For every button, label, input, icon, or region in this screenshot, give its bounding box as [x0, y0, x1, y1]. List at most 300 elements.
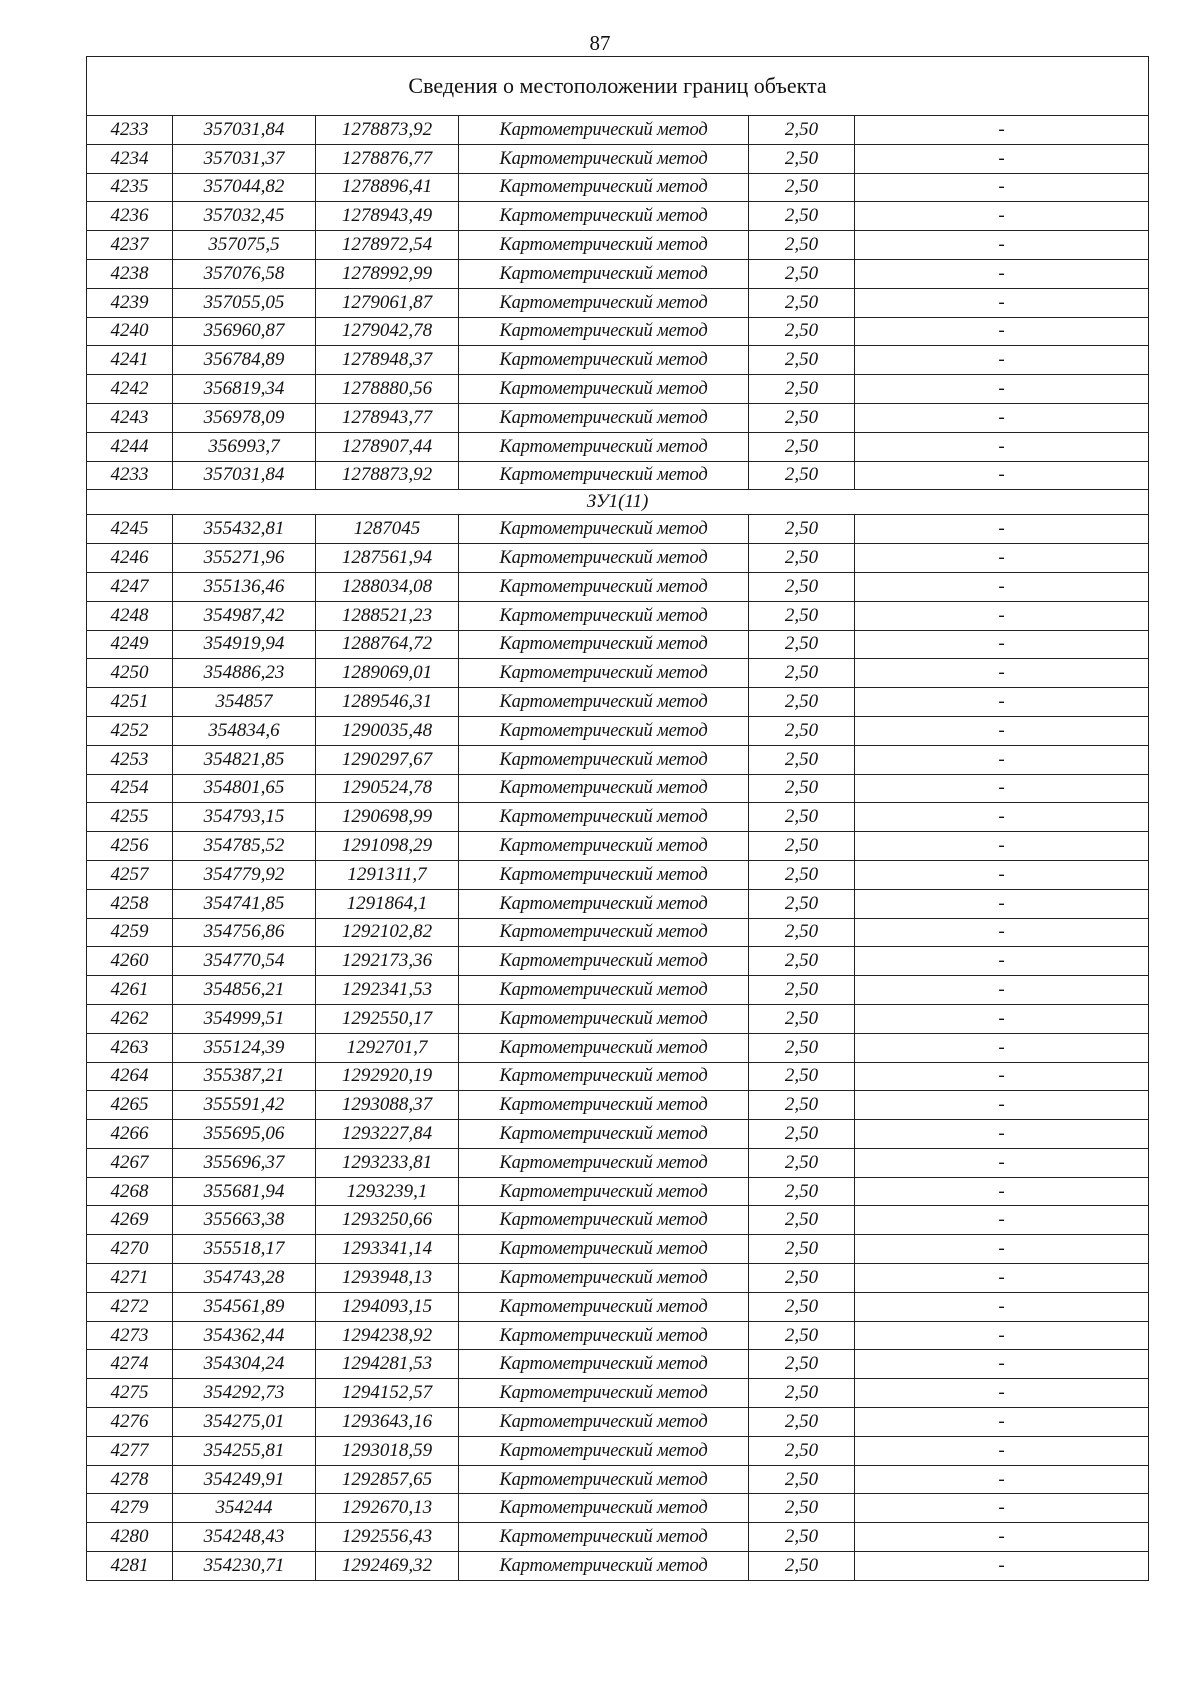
accuracy-cell: 2,50: [749, 116, 855, 145]
x-coordinate-cell: 354244: [173, 1494, 316, 1523]
method-cell: Картометрический метод: [459, 659, 749, 688]
y-coordinate-cell: 1292550,17: [316, 1004, 459, 1033]
point-number-cell: 4237: [87, 231, 173, 260]
method-cell: Картометрический метод: [459, 515, 749, 544]
table-row: [87, 1292, 1149, 1321]
accuracy-cell: 2,50: [749, 375, 855, 404]
point-number-cell: 4254: [87, 774, 173, 803]
note-cell: -: [855, 688, 1149, 717]
y-coordinate-cell: 1278972,54: [316, 231, 459, 260]
table-row: [87, 774, 1149, 803]
y-coordinate-cell: 1293643,16: [316, 1408, 459, 1437]
x-coordinate-cell: 355136,46: [173, 572, 316, 601]
method-cell: Картометрический метод: [459, 1004, 749, 1033]
method-cell: Картометрический метод: [459, 259, 749, 288]
note-cell: -: [855, 1235, 1149, 1264]
x-coordinate-cell: 357075,5: [173, 231, 316, 260]
point-number-cell: 4256: [87, 832, 173, 861]
note-cell: -: [855, 630, 1149, 659]
table-row: [87, 461, 1149, 490]
table-row: [87, 1465, 1149, 1494]
accuracy-cell: 2,50: [749, 630, 855, 659]
table-row: [87, 860, 1149, 889]
accuracy-cell: 2,50: [749, 1408, 855, 1437]
point-number-cell: 4280: [87, 1523, 173, 1552]
y-coordinate-cell: 1289546,31: [316, 688, 459, 717]
note-cell: -: [855, 231, 1149, 260]
method-cell: Картометрический метод: [459, 1379, 749, 1408]
method-cell: Картометрический метод: [459, 202, 749, 231]
accuracy-cell: 2,50: [749, 1148, 855, 1177]
table-row: [87, 1033, 1149, 1062]
table-row: [87, 1321, 1149, 1350]
x-coordinate-cell: 356784,89: [173, 346, 316, 375]
table-body: [87, 57, 1149, 1581]
table-row: [87, 832, 1149, 861]
table-row: [87, 1408, 1149, 1437]
x-coordinate-cell: 354304,24: [173, 1350, 316, 1379]
table-row: [87, 889, 1149, 918]
table-row: [87, 572, 1149, 601]
method-cell: Картометрический метод: [459, 716, 749, 745]
x-coordinate-cell: 354249,91: [173, 1465, 316, 1494]
x-coordinate-cell: 354275,01: [173, 1408, 316, 1437]
accuracy-cell: 2,50: [749, 1120, 855, 1149]
accuracy-cell: 2,50: [749, 832, 855, 861]
accuracy-cell: 2,50: [749, 432, 855, 461]
note-cell: -: [855, 259, 1149, 288]
accuracy-cell: 2,50: [749, 1436, 855, 1465]
note-cell: -: [855, 803, 1149, 832]
table-row: [87, 346, 1149, 375]
accuracy-cell: 2,50: [749, 1033, 855, 1062]
accuracy-cell: 2,50: [749, 403, 855, 432]
accuracy-cell: 2,50: [749, 1062, 855, 1091]
x-coordinate-cell: 357031,84: [173, 116, 316, 145]
y-coordinate-cell: 1278873,92: [316, 461, 459, 490]
note-cell: -: [855, 601, 1149, 630]
point-number-cell: 4249: [87, 630, 173, 659]
method-cell: Картометрический метод: [459, 432, 749, 461]
method-cell: Картометрический метод: [459, 1436, 749, 1465]
y-coordinate-cell: 1294093,15: [316, 1292, 459, 1321]
note-cell: -: [855, 976, 1149, 1005]
method-cell: Картометрический метод: [459, 630, 749, 659]
table-row: [87, 630, 1149, 659]
y-coordinate-cell: 1287561,94: [316, 544, 459, 573]
method-cell: Картометрический метод: [459, 1206, 749, 1235]
note-cell: -: [855, 375, 1149, 404]
point-number-cell: 4240: [87, 317, 173, 346]
point-number-cell: 4252: [87, 716, 173, 745]
accuracy-cell: 2,50: [749, 1264, 855, 1293]
x-coordinate-cell: 356960,87: [173, 317, 316, 346]
y-coordinate-cell: 1291311,7: [316, 860, 459, 889]
accuracy-cell: 2,50: [749, 889, 855, 918]
x-coordinate-cell: 354756,86: [173, 918, 316, 947]
y-coordinate-cell: 1292102,82: [316, 918, 459, 947]
table-row: [87, 1206, 1149, 1235]
accuracy-cell: 2,50: [749, 572, 855, 601]
table-row: [87, 601, 1149, 630]
table-row: [87, 403, 1149, 432]
table-row: [87, 116, 1149, 145]
x-coordinate-cell: 354741,85: [173, 889, 316, 918]
x-coordinate-cell: 354801,65: [173, 774, 316, 803]
y-coordinate-cell: 1293018,59: [316, 1436, 459, 1465]
y-coordinate-cell: 1278943,77: [316, 403, 459, 432]
note-cell: -: [855, 1436, 1149, 1465]
method-cell: Картометрический метод: [459, 688, 749, 717]
table-row: [87, 1004, 1149, 1033]
point-number-cell: 4257: [87, 860, 173, 889]
point-number-cell: 4266: [87, 1120, 173, 1149]
point-number-cell: 4274: [87, 1350, 173, 1379]
method-cell: Картометрический метод: [459, 346, 749, 375]
method-cell: Картометрический метод: [459, 317, 749, 346]
y-coordinate-cell: 1292857,65: [316, 1465, 459, 1494]
accuracy-cell: 2,50: [749, 1494, 855, 1523]
note-cell: -: [855, 432, 1149, 461]
x-coordinate-cell: 355271,96: [173, 544, 316, 573]
point-number-cell: 4243: [87, 403, 173, 432]
boundary-coordinates-table: [86, 56, 1149, 1581]
accuracy-cell: 2,50: [749, 1379, 855, 1408]
accuracy-cell: 2,50: [749, 461, 855, 490]
method-cell: Картометрический метод: [459, 1033, 749, 1062]
y-coordinate-cell: 1291098,29: [316, 832, 459, 861]
method-cell: Картометрический метод: [459, 461, 749, 490]
x-coordinate-cell: 355696,37: [173, 1148, 316, 1177]
table-row: [87, 659, 1149, 688]
y-coordinate-cell: 1287045: [316, 515, 459, 544]
point-number-cell: 4273: [87, 1321, 173, 1350]
table-row: [87, 1436, 1149, 1465]
point-number-cell: 4279: [87, 1494, 173, 1523]
point-number-cell: 4271: [87, 1264, 173, 1293]
x-coordinate-cell: 354255,81: [173, 1436, 316, 1465]
x-coordinate-cell: 356819,34: [173, 375, 316, 404]
x-coordinate-cell: 355663,38: [173, 1206, 316, 1235]
x-coordinate-cell: 354793,15: [173, 803, 316, 832]
x-coordinate-cell: 354292,73: [173, 1379, 316, 1408]
y-coordinate-cell: 1292556,43: [316, 1523, 459, 1552]
accuracy-cell: 2,50: [749, 1552, 855, 1581]
accuracy-cell: 2,50: [749, 1292, 855, 1321]
method-cell: Картометрический метод: [459, 1350, 749, 1379]
y-coordinate-cell: 1279061,87: [316, 288, 459, 317]
y-coordinate-cell: 1292670,13: [316, 1494, 459, 1523]
point-number-cell: 4268: [87, 1177, 173, 1206]
x-coordinate-cell: 354561,89: [173, 1292, 316, 1321]
x-coordinate-cell: 354248,43: [173, 1523, 316, 1552]
x-coordinate-cell: 354856,21: [173, 976, 316, 1005]
x-coordinate-cell: 354230,71: [173, 1552, 316, 1581]
point-number-cell: 4276: [87, 1408, 173, 1437]
x-coordinate-cell: 356978,09: [173, 403, 316, 432]
point-number-cell: 4278: [87, 1465, 173, 1494]
table-row: [87, 288, 1149, 317]
accuracy-cell: 2,50: [749, 688, 855, 717]
point-number-cell: 4239: [87, 288, 173, 317]
point-number-cell: 4245: [87, 515, 173, 544]
method-cell: Картометрический метод: [459, 976, 749, 1005]
point-number-cell: 4262: [87, 1004, 173, 1033]
note-cell: -: [855, 1177, 1149, 1206]
x-coordinate-cell: 355695,06: [173, 1120, 316, 1149]
note-cell: -: [855, 1120, 1149, 1149]
table-row: [87, 231, 1149, 260]
accuracy-cell: 2,50: [749, 716, 855, 745]
accuracy-cell: 2,50: [749, 659, 855, 688]
point-number-cell: 4261: [87, 976, 173, 1005]
x-coordinate-cell: 357076,58: [173, 259, 316, 288]
y-coordinate-cell: 1293233,81: [316, 1148, 459, 1177]
note-cell: -: [855, 1292, 1149, 1321]
y-coordinate-cell: 1279042,78: [316, 317, 459, 346]
table-row: [87, 144, 1149, 173]
x-coordinate-cell: 354779,92: [173, 860, 316, 889]
accuracy-cell: 2,50: [749, 173, 855, 202]
method-cell: Картометрический метод: [459, 947, 749, 976]
accuracy-cell: 2,50: [749, 947, 855, 976]
point-number-cell: 4242: [87, 375, 173, 404]
accuracy-cell: 2,50: [749, 144, 855, 173]
note-cell: -: [855, 745, 1149, 774]
y-coordinate-cell: 1292920,19: [316, 1062, 459, 1091]
x-coordinate-cell: 354987,42: [173, 601, 316, 630]
x-coordinate-cell: 355518,17: [173, 1235, 316, 1264]
method-cell: Картометрический метод: [459, 1292, 749, 1321]
y-coordinate-cell: 1294281,53: [316, 1350, 459, 1379]
point-number-cell: 4244: [87, 432, 173, 461]
x-coordinate-cell: 354821,85: [173, 745, 316, 774]
point-number-cell: 4248: [87, 601, 173, 630]
note-cell: -: [855, 918, 1149, 947]
point-number-cell: 4255: [87, 803, 173, 832]
accuracy-cell: 2,50: [749, 346, 855, 375]
point-number-cell: 4241: [87, 346, 173, 375]
table-row: [87, 688, 1149, 717]
y-coordinate-cell: 1292173,36: [316, 947, 459, 976]
table-row: [87, 173, 1149, 202]
y-coordinate-cell: 1293250,66: [316, 1206, 459, 1235]
accuracy-cell: 2,50: [749, 1091, 855, 1120]
y-coordinate-cell: 1293239,1: [316, 1177, 459, 1206]
x-coordinate-cell: 357031,37: [173, 144, 316, 173]
note-cell: -: [855, 544, 1149, 573]
note-cell: -: [855, 346, 1149, 375]
method-cell: Картометрический метод: [459, 745, 749, 774]
x-coordinate-cell: 354785,52: [173, 832, 316, 861]
table-row: [87, 1177, 1149, 1206]
y-coordinate-cell: 1293227,84: [316, 1120, 459, 1149]
accuracy-cell: 2,50: [749, 1321, 855, 1350]
x-coordinate-cell: 354886,23: [173, 659, 316, 688]
note-cell: -: [855, 515, 1149, 544]
note-cell: -: [855, 1408, 1149, 1437]
x-coordinate-cell: 357031,84: [173, 461, 316, 490]
accuracy-cell: 2,50: [749, 1465, 855, 1494]
y-coordinate-cell: 1288034,08: [316, 572, 459, 601]
accuracy-cell: 2,50: [749, 317, 855, 346]
y-coordinate-cell: 1290698,99: [316, 803, 459, 832]
x-coordinate-cell: 354362,44: [173, 1321, 316, 1350]
note-cell: -: [855, 461, 1149, 490]
note-cell: -: [855, 716, 1149, 745]
section-label: ЗУ1(11): [87, 490, 1149, 515]
accuracy-cell: 2,50: [749, 918, 855, 947]
y-coordinate-cell: 1291864,1: [316, 889, 459, 918]
y-coordinate-cell: 1278873,92: [316, 116, 459, 145]
section-header-row: [87, 490, 1149, 515]
table-row: [87, 1350, 1149, 1379]
point-number-cell: 4253: [87, 745, 173, 774]
accuracy-cell: 2,50: [749, 231, 855, 260]
x-coordinate-cell: 354999,51: [173, 1004, 316, 1033]
y-coordinate-cell: 1289069,01: [316, 659, 459, 688]
accuracy-cell: 2,50: [749, 976, 855, 1005]
point-number-cell: 4277: [87, 1436, 173, 1465]
table-row: [87, 976, 1149, 1005]
x-coordinate-cell: 354770,54: [173, 947, 316, 976]
note-cell: -: [855, 144, 1149, 173]
accuracy-cell: 2,50: [749, 860, 855, 889]
accuracy-cell: 2,50: [749, 774, 855, 803]
point-number-cell: 4238: [87, 259, 173, 288]
note-cell: -: [855, 832, 1149, 861]
note-cell: -: [855, 1523, 1149, 1552]
table-row: [87, 317, 1149, 346]
note-cell: -: [855, 1004, 1149, 1033]
table-row: [87, 375, 1149, 404]
point-number-cell: 4234: [87, 144, 173, 173]
note-cell: -: [855, 173, 1149, 202]
x-coordinate-cell: 354743,28: [173, 1264, 316, 1293]
point-number-cell: 4246: [87, 544, 173, 573]
table-row: [87, 1379, 1149, 1408]
note-cell: -: [855, 947, 1149, 976]
page-number: 87: [589, 31, 611, 55]
accuracy-cell: 2,50: [749, 515, 855, 544]
method-cell: Картометрический метод: [459, 774, 749, 803]
method-cell: Картометрический метод: [459, 1062, 749, 1091]
method-cell: Картометрический метод: [459, 1148, 749, 1177]
accuracy-cell: 2,50: [749, 1206, 855, 1235]
table-row: [87, 947, 1149, 976]
y-coordinate-cell: 1293088,37: [316, 1091, 459, 1120]
method-cell: Картометрический метод: [459, 1120, 749, 1149]
method-cell: Картометрический метод: [459, 889, 749, 918]
point-number-cell: 4265: [87, 1091, 173, 1120]
x-coordinate-cell: 354857: [173, 688, 316, 717]
x-coordinate-cell: 357032,45: [173, 202, 316, 231]
note-cell: -: [855, 1033, 1149, 1062]
table-row: [87, 515, 1149, 544]
point-number-cell: 4247: [87, 572, 173, 601]
table-row: [87, 259, 1149, 288]
method-cell: Картометрический метод: [459, 403, 749, 432]
note-cell: -: [855, 572, 1149, 601]
method-cell: Картометрический метод: [459, 572, 749, 601]
table-row: [87, 1264, 1149, 1293]
method-cell: Картометрический метод: [459, 1321, 749, 1350]
y-coordinate-cell: 1293341,14: [316, 1235, 459, 1264]
y-coordinate-cell: 1288521,23: [316, 601, 459, 630]
y-coordinate-cell: 1292341,53: [316, 976, 459, 1005]
accuracy-cell: 2,50: [749, 745, 855, 774]
note-cell: -: [855, 1206, 1149, 1235]
x-coordinate-cell: 354834,6: [173, 716, 316, 745]
table-row: [87, 1552, 1149, 1581]
point-number-cell: 4233: [87, 116, 173, 145]
point-number-cell: 4267: [87, 1148, 173, 1177]
note-cell: -: [855, 774, 1149, 803]
point-number-cell: 4269: [87, 1206, 173, 1235]
note-cell: -: [855, 889, 1149, 918]
point-number-cell: 4281: [87, 1552, 173, 1581]
y-coordinate-cell: 1293948,13: [316, 1264, 459, 1293]
method-cell: Картометрический метод: [459, 832, 749, 861]
method-cell: Картометрический метод: [459, 1408, 749, 1437]
x-coordinate-cell: 356993,7: [173, 432, 316, 461]
y-coordinate-cell: 1278943,49: [316, 202, 459, 231]
point-number-cell: 4270: [87, 1235, 173, 1264]
accuracy-cell: 2,50: [749, 259, 855, 288]
table-row: [87, 1120, 1149, 1149]
y-coordinate-cell: 1278876,77: [316, 144, 459, 173]
x-coordinate-cell: 355681,94: [173, 1177, 316, 1206]
note-cell: -: [855, 1148, 1149, 1177]
point-number-cell: 4263: [87, 1033, 173, 1062]
method-cell: Картометрический метод: [459, 601, 749, 630]
y-coordinate-cell: 1278948,37: [316, 346, 459, 375]
method-cell: Картометрический метод: [459, 116, 749, 145]
point-number-cell: 4272: [87, 1292, 173, 1321]
note-cell: -: [855, 1264, 1149, 1293]
accuracy-cell: 2,50: [749, 202, 855, 231]
method-cell: Картометрический метод: [459, 1177, 749, 1206]
point-number-cell: 4233: [87, 461, 173, 490]
note-cell: -: [855, 1062, 1149, 1091]
table-row: [87, 544, 1149, 573]
accuracy-cell: 2,50: [749, 1004, 855, 1033]
method-cell: Картометрический метод: [459, 803, 749, 832]
y-coordinate-cell: 1288764,72: [316, 630, 459, 659]
accuracy-cell: 2,50: [749, 1523, 855, 1552]
accuracy-cell: 2,50: [749, 544, 855, 573]
y-coordinate-cell: 1290035,48: [316, 716, 459, 745]
accuracy-cell: 2,50: [749, 288, 855, 317]
y-coordinate-cell: 1292701,7: [316, 1033, 459, 1062]
y-coordinate-cell: 1290524,78: [316, 774, 459, 803]
point-number-cell: 4260: [87, 947, 173, 976]
note-cell: -: [855, 403, 1149, 432]
note-cell: -: [855, 659, 1149, 688]
note-cell: -: [855, 116, 1149, 145]
table-row: [87, 1523, 1149, 1552]
note-cell: -: [855, 317, 1149, 346]
method-cell: Картометрический метод: [459, 918, 749, 947]
y-coordinate-cell: 1292469,32: [316, 1552, 459, 1581]
point-number-cell: 4259: [87, 918, 173, 947]
method-cell: Картометрический метод: [459, 173, 749, 202]
point-number-cell: 4264: [87, 1062, 173, 1091]
point-number-cell: 4251: [87, 688, 173, 717]
point-number-cell: 4275: [87, 1379, 173, 1408]
method-cell: Картометрический метод: [459, 375, 749, 404]
table-row: [87, 432, 1149, 461]
